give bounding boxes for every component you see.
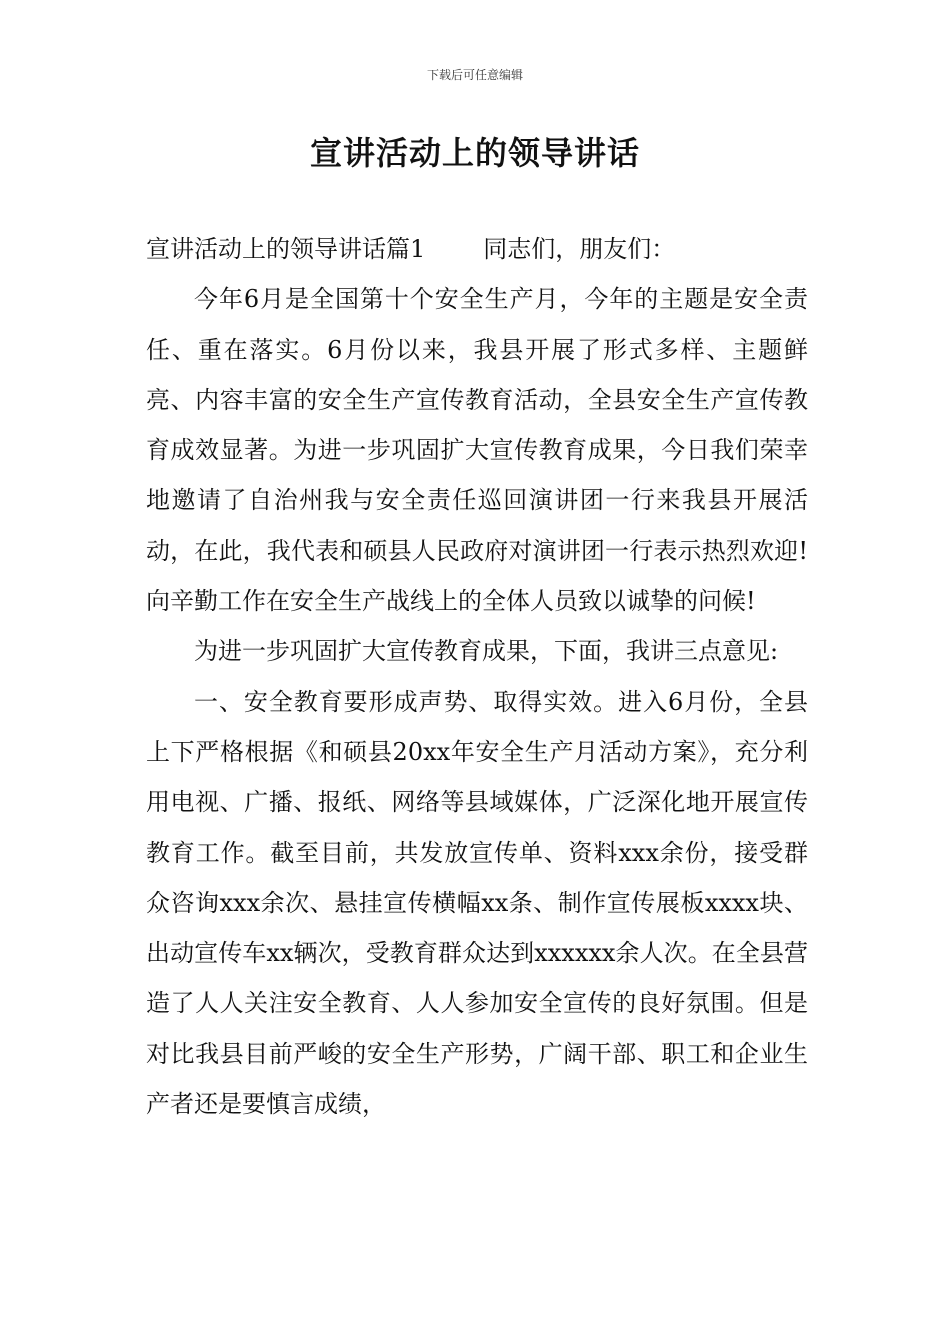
header-note: 下载后可任意编辑 <box>426 68 523 82</box>
paragraph-1: 今年6月是全国第十个安全生产月，今年的主题是安全责任、重在落实。6月份以来，我县开展了形式多样、主题鲜亮、内容丰富的安全生产宣传教育活动，全县安全生产宣传教育成效显著。为进一步巩固扩大宣传教育成果，今日我们荣幸地邀请了自治州我与安全责任巡回演讲团一行来我县开展活动，在此，我代表和硕县人民政府对演讲团一行表示热烈欢迎!向辛勤工作在安全生产战线上的全体人员致以诚挚的问候! <box>146 285 808 616</box>
document-title: 宣讲活动上的领导讲话 <box>309 134 640 172</box>
opening-line <box>146 224 808 274</box>
salutation: 同志们，朋友们： <box>483 235 676 263</box>
paragraph-2: 为进一步巩固扩大宣传教育成果，下面，我讲三点意见: <box>194 637 779 666</box>
article-label: 宣讲活动上的领导讲话篇1 <box>146 235 426 263</box>
paragraph-3: 一、安全教育要形成声势、取得实效。进入6月份，全县上下严格根据《和硕县20xx年安全生产月活动方案》，充分利用电视、广播、报纸、网络等县域媒体，广泛深化地开展宣传教育工作。截至目前，共发放宣传单、资料xxx余份，接受群众咨询xxx余次、悬挂宣传横幅xx条、制作宣传展板xxxx块、出动宣传车xx辆次，受教育群众达到xxxxxx余人次。在全县营造了人人关注安全教育、人人参加安全宣传的良好氛围。但是对比我县目前严峻的安全生产形势，广阔干部、职工和企业生产者还是要慎言成绩， <box>146 687 808 1119</box>
document-body <box>146 224 808 1129</box>
